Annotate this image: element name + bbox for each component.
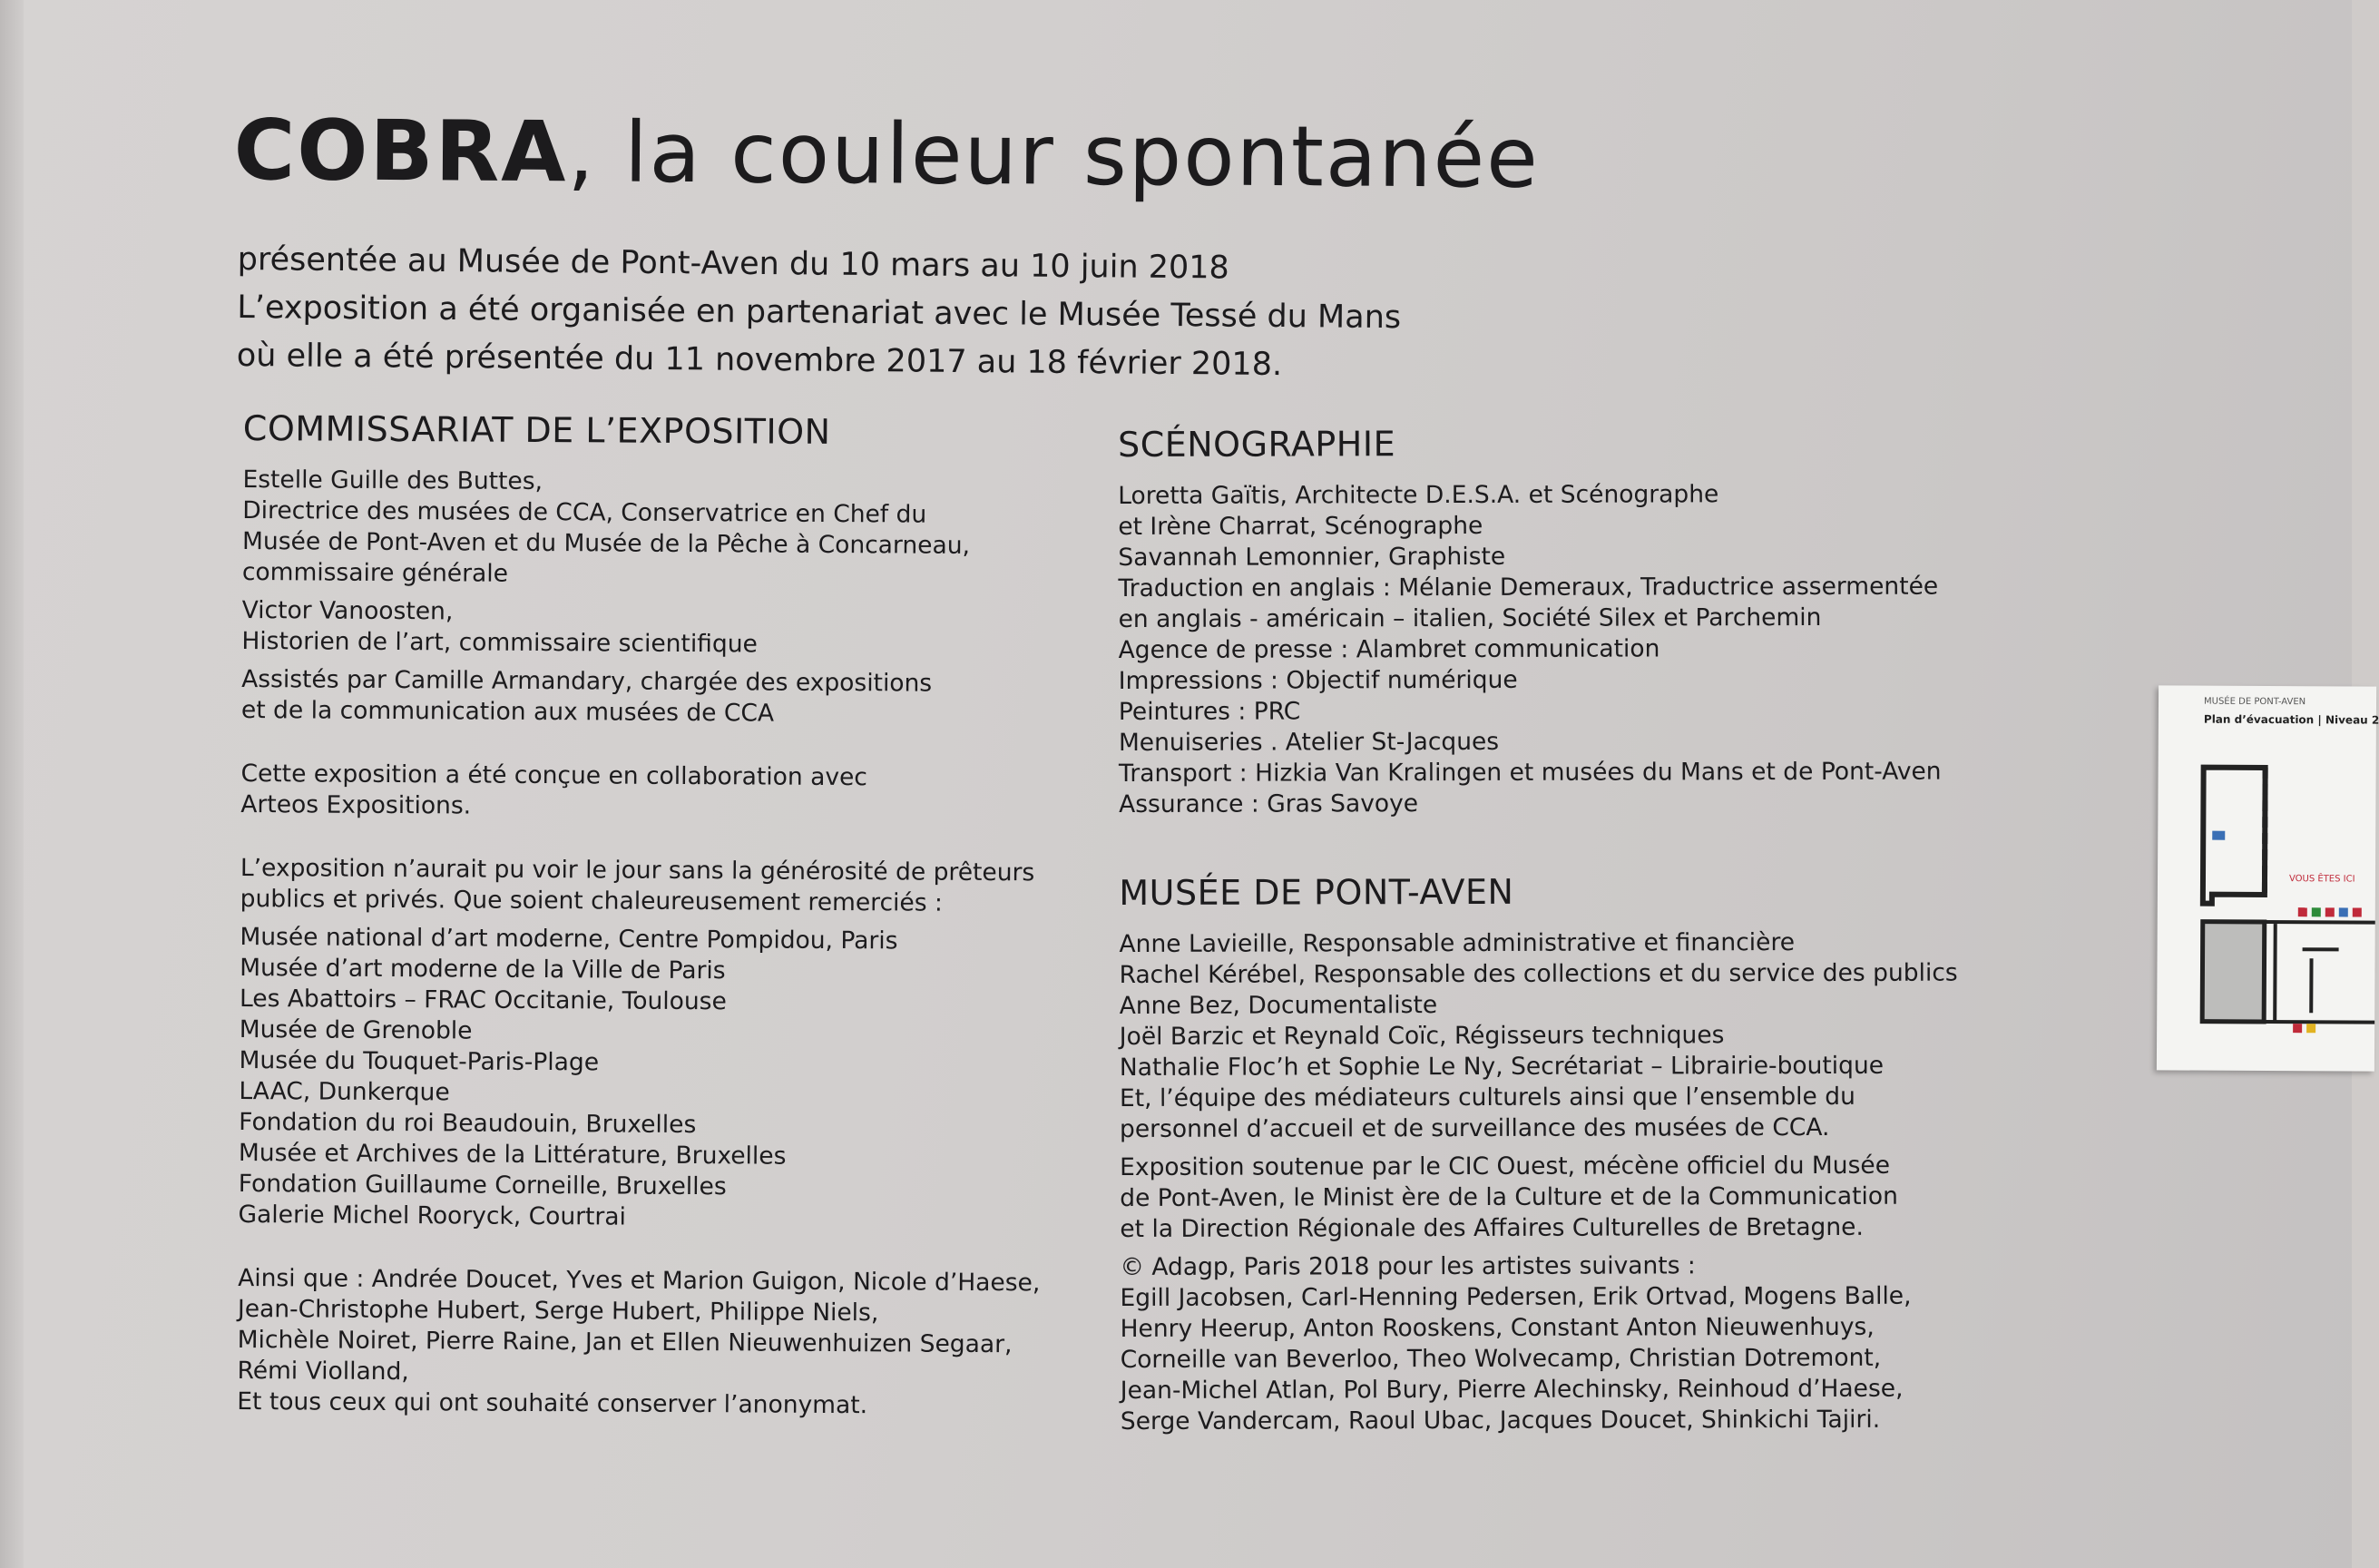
plan-marker <box>2339 907 2348 916</box>
plan-marker <box>2325 907 2335 916</box>
exhibition-title <box>233 102 1540 207</box>
text-line: de Pont-Aven, le Minist ère de la Culture et de la Communication <box>1120 1181 1898 1212</box>
text-line: © Adagp, Paris 2018 pour les artistes suivants : <box>1120 1251 1696 1281</box>
text-line: Historien de l’art, commissaire scientifique <box>241 626 758 659</box>
list-item: Musée du Touquet-Paris-Plage <box>239 1045 600 1077</box>
text-line: Arteos Expositions. <box>240 789 472 820</box>
text-line: Et tous ceux qui ont souhaité conserver l’anonymat. <box>237 1387 868 1420</box>
right-column <box>1118 423 1959 1437</box>
text-line: Jean-Christophe Hubert, Serge Hubert, Philippe Niels, <box>237 1294 879 1328</box>
list-item: Fondation Guillaume Corneille, Bruxelles <box>238 1169 727 1201</box>
text-line: et Irène Charrat, Scénographe <box>1118 511 1483 541</box>
text-line: Nathalie Floc’h et Sophie Le Ny, Secrétariat – Librairie-boutique <box>1119 1051 1885 1082</box>
text-line: personnel d’accueil et de surveillance des musées de CCA. <box>1119 1112 1830 1143</box>
text-line: Ainsi que : Andrée Doucet, Yves et Marion Guigon, Nicole d’Haese, <box>238 1263 1041 1298</box>
text-line: Savannah Lemonnier, Graphiste <box>1118 542 1506 572</box>
lenders-list <box>238 922 1042 1235</box>
text-line: en anglais - américain – italien, Société Silex et Parchemin <box>1118 603 1822 633</box>
text-line: Directrice des musées de CCA, Conservatrice en Chef du <box>242 495 927 529</box>
text-line: Anne Lavieille, Responsable administrative et financière <box>1119 928 1796 958</box>
support-block <box>1120 1151 1958 1245</box>
text-line: Michèle Noiret, Pierre Raine, Jan et Ellen Nieuwenhuizen Segaar, <box>237 1325 1013 1359</box>
scenography-block <box>1118 479 1957 820</box>
plan-museum-label: MUSÉE DE PONT-AVEN <box>2203 696 2306 708</box>
text-line: Serge Vandercam, Raoul Ubac, Jacques Doucet, Shinkichi Tajiri. <box>1120 1405 1881 1436</box>
text-line: Musée de Pont-Aven et du Musée de la Pêche à Concarneau, <box>242 526 971 560</box>
plan-marker <box>2212 831 2225 840</box>
text-line: Et, l’équipe des médiateurs culturels ainsi que l’ensemble du <box>1119 1082 1855 1112</box>
museum-staff-block <box>1119 927 1958 1145</box>
text-line: Transport : Hizkia Van Kralingen et musées du Mans et de Pont-Aven <box>1118 757 1942 788</box>
title-cobra: COBRA <box>233 102 568 201</box>
list-item: LAAC, Dunkerque <box>239 1076 450 1107</box>
intro-line: L’exposition a été organisée en partenariat avec le Musée Tessé du Mans <box>237 289 1402 337</box>
plan-marker <box>2353 907 2362 916</box>
list-item: Musée national d’art moderne, Centre Pompidou, Paris <box>240 922 898 956</box>
text-line: Jean-Michel Atlan, Pol Bury, Pierre Alechinsky, Reinhoud d’Haese, <box>1120 1374 1904 1405</box>
list-item: Musée et Archives de la Littérature, Bruxelles <box>238 1138 787 1171</box>
text-line: Corneille van Beverloo, Theo Wolvecamp, Christian Dotremont, <box>1120 1343 1882 1374</box>
curator-block <box>242 465 1045 593</box>
text-line: commissaire générale <box>241 557 509 588</box>
text-line: L’exposition n’aurait pu voir le jour sans la générosité de prêteurs <box>240 853 1035 887</box>
text-line: Assistés par Camille Armandary, chargée des expositions <box>241 664 933 698</box>
curatorship-heading: COMMISSARIAT DE L’EXPOSITION <box>242 408 831 452</box>
plan-marker <box>2298 907 2307 916</box>
plan-title: Plan d’évacuation | Niveau 2 <box>2203 712 2379 727</box>
evacuation-plan <box>2157 685 2379 1071</box>
plan-marker <box>2293 1024 2302 1033</box>
text-line: Anne Bez, Documentaliste <box>1119 991 1438 1020</box>
text-line: Agence de presse : Alambret communication <box>1118 634 1660 664</box>
intro-line: où elle a été présentée du 11 novembre 2017 au 18 février 2018. <box>236 337 1283 384</box>
text-line: Estelle Guille des Buttes, <box>242 465 543 496</box>
text-line: Egill Jacobsen, Carl-Henning Pedersen, Erik Ortvad, Mogens Balle, <box>1120 1281 1912 1312</box>
scientific-curator-block <box>241 595 1044 662</box>
plan-marker <box>2306 1024 2315 1033</box>
list-item: Musée d’art moderne de la Ville de Paris <box>240 953 726 985</box>
intro-text <box>237 236 1402 390</box>
list-item: Galerie Michel Rooryck, Courtrai <box>238 1200 627 1231</box>
text-line: Victor Vanoosten, <box>241 595 454 626</box>
museum-heading: MUSÉE DE PONT-AVEN <box>1119 871 1514 913</box>
wall-edge-shadow <box>0 0 24 1568</box>
text-line: Rémi Violland, <box>237 1356 409 1387</box>
left-column <box>237 408 1045 1422</box>
you-are-here-label: VOUS ÊTES ICI <box>2288 874 2355 885</box>
text-line: Menuiseries . Atelier St-Jacques <box>1118 727 1500 757</box>
scenography-heading: SCÉNOGRAPHIE <box>1118 424 1396 465</box>
also-thanks-block <box>237 1263 1040 1422</box>
plan-marker <box>2312 907 2321 916</box>
text-line: Impressions : Objectif numérique <box>1118 665 1518 695</box>
text-line: Traduction en anglais : Mélanie Demeraux, Traductrice assermentée <box>1118 572 1939 603</box>
list-item: Les Abattoirs – FRAC Occitanie, Toulouse <box>239 984 727 1016</box>
text-line: Cette exposition a été conçue en collaboration avec <box>240 759 868 792</box>
text-line: Joël Barzic et Reynald Coïc, Régisseurs techniques <box>1119 1021 1725 1051</box>
text-line: Rachel Kérébel, Responsable des collections et du service des publics <box>1119 958 1958 989</box>
text-line: et la Direction Régionale des Affaires Culturelles de Bretagne. <box>1120 1212 1864 1243</box>
intro-line: présentée au Musée de Pont-Aven du 10 mars au 10 juin 2018 <box>237 240 1229 287</box>
adagp-block <box>1120 1250 1959 1437</box>
text-line: Peintures : PRC <box>1118 697 1301 726</box>
text-line: Henry Heerup, Anton Rooskens, Constant Anton Nieuwenhuys, <box>1120 1312 1875 1343</box>
text-line: Assurance : Gras Savoye <box>1119 789 1419 818</box>
list-item: Fondation du roi Beaudouin, Bruxelles <box>239 1107 697 1140</box>
text-line: Loretta Gaïtis, Architecte D.E.S.A. et Scénographe <box>1118 480 1719 510</box>
text-line: publics et privés. Que soient chaleureusement remerciés : <box>240 884 944 917</box>
list-item: Musée de Grenoble <box>239 1014 473 1045</box>
assisted-block <box>241 664 1044 730</box>
text-line: Exposition soutenue par le CIC Ouest, mécène officiel du Musée <box>1120 1151 1891 1181</box>
lenders-intro <box>240 853 1043 919</box>
collaboration-block <box>240 759 1043 825</box>
title-rest: , la couleur spontanée <box>567 103 1541 207</box>
text-line: et de la communication aux musées de CCA <box>240 695 775 728</box>
